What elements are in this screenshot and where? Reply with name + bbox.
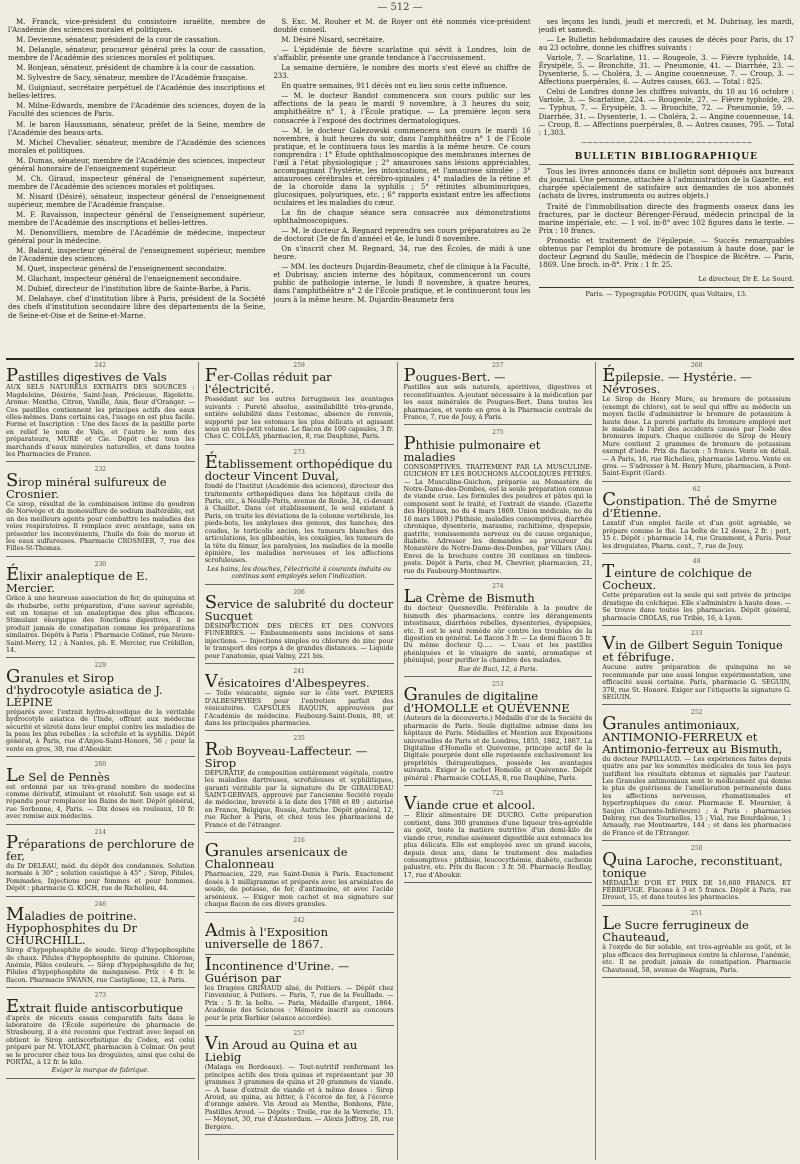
paragraph: — L'épidémie de fièvre scarlatine qui sévit à Londres, loin de s'affaiblir, présente une grande tendance à l'accroissement. bbox=[273, 46, 531, 63]
advertisement bbox=[404, 583, 593, 677]
page-number: — 512 — bbox=[377, 2, 423, 13]
ad-number: 206 bbox=[293, 588, 305, 596]
ad-body: du docteur PAPILLAUD. — Les expériences faites depuis quatre ans par les sommités médicales de tous les pays justifient les résultats obtenus et signalés par l'auteur. Les Granules antimoniaux sont le médicament qui donne le plus de guérisons de l'amélioration permanente dans les affections nerveuses, rhumatismales et hypertrophiques du cœur. Pharmacie E. Mournier, à Saujon (Charente-Inférieure) ; à Paris : pharmacies Debray, rue des Tournelles, 15 ; Vial, rue Bourdaloue, 1 ; Arnaudy, rue Montmartre, 144 ; et dans les pharmacies de France et de l'Étranger. bbox=[602, 754, 791, 837]
advertisement bbox=[6, 992, 195, 1079]
bulletin-intro: Tous les livres annoncés dans ce bulletin sont déposés aux bureaux du journal. Une personne, attachée à l'administration de la Gazette, est chargée spécialement de satisfaire aux demandes de nos abonnés (achats de livres, instruments ou autres objets.) bbox=[538, 167, 794, 200]
ad-title: Pougues-Bert. — bbox=[403, 365, 506, 387]
paragraph: M. Désiré Nisard, secrétaire. bbox=[281, 36, 385, 45]
advertisement bbox=[602, 845, 791, 906]
gerant-line: Le directeur, Dr E. Le Sourd. bbox=[698, 275, 794, 284]
ad-body: du docteur Quesneville. Préférable à la poudre de bismuth des pharmaciens, contre les dérangements intestinaux, diarrhées rebelles, dysenteries, dyspepsies, etc. Il est le seul remède sûr contre les troubles de la digestion en général. Le flacon 3 fr. — Le demi flacon 5 fr. Du même docteur Q..... — L'eau et les pastilles phéniquées et le vinaigre de santé, aromatique et phéniqué, pour purifier la chambre des malades. bbox=[403, 604, 593, 665]
advertisement bbox=[204, 953, 394, 1026]
paragraph: M. Dumas, sénateur, membre de l'Académie des sciences, inspecteur général honoraire de l'enseignement supérieur. bbox=[8, 156, 266, 173]
ad-body: DÉPURATIF, de composition entièrement végétale, contre les maladies dartreuses, scrofuleuses et syphilitiques, garanti véritable par la signature du Dr GIRAUDEAU SAINT-GERVAIS, approuvé par l'ancienne Société royale de médecine, breveté à la date des 1788 et 89 ; autorisé en France, Belgique, Russie, Autriche. Dépôt général, 12, rue Richer à Paris, et chez tous les pharmaciens de France et de l'étranger. bbox=[204, 768, 394, 829]
paragraph: La semaine dernière, le nombre des morts s'est élevé au chiffre de 233. bbox=[273, 64, 531, 81]
paragraph: M. Ch. Giraud, inspecteur général de l'enseignement supérieur, membre de l'Académie des sciences morales et politiques. bbox=[8, 174, 266, 191]
ad-body: à l'oxyde de fer soluble, est très-agréable au goût, et le plus efficace des ferrugineux contre la chlorose, l'anémie, etc. Il ne produit jamais de constipation. Pharmacie Chauteaud, 58, avenue de Wagram, Paris. bbox=[602, 943, 791, 974]
ad-body: Laxatif d'un emploi facile et d'un goût agréable, se prépare comme le thé. La boîte de 12 doses, 2 fr. ; port, 15 c. Dépôt : pharmacie 14, rue Grammont, à Paris. Pour les droguistes, Pharm. cent., 7, rue de Jouy. bbox=[602, 519, 791, 550]
paragraph: — M. le docteur Bandot commencera son cours public sur les affections de la peau le mardi 9 novembre, à 3 heures du soir, amphithéâtre n° 1, à l'École pratique. — La première leçon sera consacrée à l'exposé des doctrines dermatologiques. bbox=[273, 92, 531, 125]
paragraph: M. Sylvestre de Sacy, sénateur, membre de l'Académie française. bbox=[16, 74, 248, 83]
ad-column-1 bbox=[6, 362, 199, 1160]
advertisement bbox=[602, 709, 791, 841]
ad-number: 246 bbox=[94, 900, 107, 908]
ad-body: fondé de l'Institut (Académie des sciences), directeur des traitements orthopédiques dans les hôpitaux civils de Paris, etc., à Neuilly-Paris, avenue de Roule, 34, ci-devant à Chaillot. Dans cet établissement, le seul existant à Paris, on traite les déviations de la colonne vertébrale, les pieds-bots, les ankyloses des genoux, des hanches, des coudes, le torticolis ancien, les tumeurs blanches des articulations, les gibbosités, les coxalgies, les tumeurs de la tête du fémur, les paralysies, les maladies de la moelle épinière, les maladies nerveuses et les affections scrofuleuses. bbox=[204, 482, 394, 565]
section-separator bbox=[6, 358, 794, 360]
advertisement bbox=[602, 362, 791, 482]
ad-number: 260 bbox=[94, 761, 107, 769]
ad-body: Grâce à une heureuse association de fer, de quinquina et de rhubarbe, cette préparation, d'une saveur agréable, est un tonique et un analeptique des plus efficaces. Stimulant énergique des fonctions digestives, il ne produit jamais de constipation comme les préparations similaires. Dépôts à Paris : Pharmacie Colinet, rue Neuve-Saint-Merry, 12 ; à Nantes, ph. E. Mercier, rue Crébillon, 14. bbox=[6, 594, 195, 654]
paragraph: Celui de Londres donne les chiffres suivants, du 10 au 16 octobre : Variole, 3. — Scarlatine, 224. — Rougeole, 27. — Fièvre typhoïde, 29. — Typhus, 7. — Érysipèle, 3. — Bronchite, 72. — Pneumonie, 59. — Diarrhée, 31. — Dysenterie, 1. — Choléra, 2. — Angine couenneuse, 14. — Croup, 8. — Affections puerpérales, 8. — Autres causes, 795. — Total : 1,303. bbox=[538, 88, 794, 137]
advertisements bbox=[6, 362, 794, 1160]
ad-number: 242 bbox=[293, 916, 305, 924]
advertisement bbox=[205, 589, 394, 664]
bulletin-item: Pronostic et traitement de l'épilepsie. — Succès remarquables obtenus par l'emploi du bromure de potassium à haute dose, par le docteur Legrand du Saulle, médecin de l'hospice de Bicêtre. — Paris, 1869. Une broch. in-8°. Prix : 1 fr. 25. bbox=[538, 237, 794, 270]
ad-column-4 bbox=[602, 362, 794, 1160]
column-3 bbox=[539, 18, 794, 355]
ad-number: 273 bbox=[94, 992, 107, 1000]
paragraph: M. Delahaye, chef d'institution libre à Paris, président de la Société des chefs d'institution secondaire libre des départements de la Seine, de Seine-et-Oise et de Seine-et-Marne. bbox=[8, 295, 266, 320]
bulletin-item: Traité de l'immobilisation directe des fragments osseux dans les fractures, par le docteur Bérenger-Féraud, médecin principal de la marine impériale, etc. — 1 vol. in-8° avec 102 figures dans le texte. — Prix : 10 francs. bbox=[538, 202, 794, 236]
ornament-divider: ∼∼∼∼∼∼∼∼∼∼∼∼∼∼∼∼∼∼∼∼∼∼∼∼∼∼∼∼∼∼ bbox=[580, 137, 752, 147]
ad-footer: Exiger la marque de fabrique. bbox=[51, 1066, 150, 1075]
paragraph: On s'inscrit chez M. Regnard, 34, rue des Écoles, de midi à une heure. bbox=[273, 245, 531, 262]
paragraph: M. Glachant, inspecteur général de l'enseignement secondaire. bbox=[16, 275, 242, 284]
paragraph: — Le Bulletin hebdomadaire des causes de décès pour Paris, du 17 au 23 octobre, donne les chiffres suivants : bbox=[538, 36, 794, 53]
ad-number: 62 bbox=[692, 485, 701, 493]
ad-title: Élixir analeptique de E. Mercier. bbox=[6, 564, 149, 596]
paragraph: En quatre semaines, 911 décès ont eu lieu sous cette influence. bbox=[281, 82, 508, 91]
ad-number: 235 bbox=[293, 735, 305, 743]
paragraph: M. le baron Haussmann, sénateur, préfet de la Seine, membre de l'Académie des beaux-arts. bbox=[8, 120, 266, 137]
ad-body: Ce sirop, résultat de la combinaison intime du goudron de Norwège et du monosulfure de sodium inaltérable, est un des meilleurs agents pour combattre les maladies des voies respiratoires. Il remplace avec avantage, sans en présenter les inconvénients, l'huile de foie de morue et les eaux sulfureuses. Pharmacie CROSNIER, 7, rue des Filles-St-Thomas. bbox=[6, 499, 195, 553]
ad-body: Sirop d'hypophosphite de soude. Sirop d'hypophosphite de chaux. Pilules d'hypophosphite de quinine. Chlorose, Anémie, Pâles couleurs. — Sirop d'hypophosphite de fer, Pilules d'hypophosphite de manganèse. Prix : 4 fr. le flacon. Pharmacie SWANN, rue Castiglione, 12, à Paris. bbox=[6, 946, 195, 984]
ad-title: Granules arsenicaux de Chalonneau bbox=[204, 840, 348, 872]
ad-number: 251 bbox=[690, 909, 703, 917]
ad-number: 241 bbox=[293, 667, 305, 675]
ad-body: — Toile vésicante, signée sur le côté vert. PAPIERS D'ALBESPEYRES pour l'entretien parfait des vésicatoires. CAPSULES RAQUIN, approuvées par l'Académie de médecine. Faubourg-Saint-Denis, 80, et dans les principales pharmacies. bbox=[204, 689, 394, 727]
advertisement bbox=[205, 735, 394, 833]
ad-title: Maladies de poitrine. Hypophosphites du Dr CHURCHILL. bbox=[6, 904, 137, 948]
advertisement bbox=[6, 901, 195, 988]
ad-body: Cette préparation est la seule qui soit privée de principe drastique du colchique. Elle s'administre à haute dose. — Se trouve dans toutes les pharmacies. Dépôt général, pharmacie CROLAS, rue Tribie, 16, à Lyon. bbox=[602, 591, 791, 622]
top-columns bbox=[8, 18, 794, 355]
advertisement bbox=[6, 829, 195, 897]
ad-column-3 bbox=[404, 362, 597, 1160]
advertisement bbox=[6, 466, 195, 556]
ad-title: Quina Laroche, reconstituant, tonique bbox=[602, 848, 783, 880]
ad-number: 229 bbox=[94, 662, 107, 670]
ad-number: 259 bbox=[293, 362, 305, 369]
ad-number: 250 bbox=[690, 845, 703, 853]
ad-title: Vésicatoires d'Albespeyres. bbox=[204, 671, 370, 693]
ad-title: Établissement orthopédique du docteur Vincent Duval, bbox=[204, 452, 393, 484]
ad-number: 252 bbox=[690, 709, 703, 717]
advertisement bbox=[404, 681, 593, 786]
ad-body: Pharmacien, 229, rue Saint-Denis à Paris. Exactement dosés à 1 milligramme et préparés avec les arséniates de soude, de potasse, de fer, d'antimoine, et avec l'acide arsénieux. — Exiger mon cachet et ma signature sur chaque flacon de ces divers granules. bbox=[204, 870, 394, 909]
ad-title: Phthisie pulmonaire et maladies bbox=[403, 432, 541, 464]
ad-number: 257 bbox=[492, 362, 504, 369]
ad-title: Préparations de perchlorure de fer, bbox=[6, 832, 195, 864]
ad-column-2 bbox=[205, 362, 398, 1160]
ad-number: 253 bbox=[492, 681, 504, 688]
advertisement bbox=[602, 558, 791, 626]
paragraph: M. Milne-Edwards, membre de l'Académie des sciences, doyen de la Faculté des sciences de Paris. bbox=[8, 102, 266, 119]
ad-title: Le Sucre ferrugineux de Chauteaud, bbox=[602, 913, 749, 945]
paragraph: M. Delangle, sénateur, procureur général près la cour de cassation, membre de l'Académie des sciences morales et politiques. bbox=[8, 46, 266, 63]
paragraph: ses leçons les lundi, jeudi et mercredi, et M. Dubrisay, les mardi, jeudi et samedi. bbox=[538, 18, 794, 35]
ad-title: Granules et Sirop d'hydrocotyle asiatica de J. LÉPINE bbox=[6, 665, 163, 709]
ad-title: Épilepsie. — Hystérie. — Névroses. bbox=[602, 365, 752, 397]
ad-title: Fer-Collas réduit par l'électricité. bbox=[204, 365, 332, 397]
ad-title: La Crème de Bismuth bbox=[403, 586, 535, 608]
ad-number: 216 bbox=[293, 837, 305, 845]
ad-footer: Les bains, les douches, l'électricité à courants induits ou continus sont employés selon l'indication. bbox=[207, 564, 392, 581]
ad-number: 48 bbox=[692, 557, 701, 565]
ad-title: Vin de Gilbert Seguin Tonique et fébrifuge. bbox=[602, 633, 783, 665]
ad-title: Le Sel de Pennès bbox=[6, 764, 110, 786]
ad-number: 268 bbox=[690, 362, 703, 369]
column-1 bbox=[8, 18, 265, 355]
ad-body: (Auteurs de la découverte.) Médaille d'or de la Société de pharmacie de Paris. Seule digitaline admise dans les hôpitaux de Paris. Médailles et Mention aux Expositions universelles de Paris et de Londres, 1855, 1862, 1867. La Digitaline d'Homolle et Quévenne, principe actif de la Digitale pourprée dont elle représente exclusivement les propriétés thérapeutiques, possède les avantages suivants. Exiger le cachet Homolle et Quévenne. Dépôt général : Pharmacie COLLAS, 8, rue Dauphine, Paris. bbox=[403, 714, 593, 782]
advertisement bbox=[6, 362, 195, 462]
ad-title: Granules antimoniaux, ANTIMONIO-FERREUX et Antimonio-ferreux au Bismuth, bbox=[602, 712, 783, 756]
paragraph: — M. le docteur A. Regnard reprendra ses cours préparatoires au 2e de doctorat (3e de fin d'année) et 4e, le lundi 8 novembre. bbox=[273, 227, 531, 244]
advertisement bbox=[205, 668, 394, 731]
advertisement bbox=[205, 837, 394, 912]
paragraph: M. Bonjean, sénateur, président de chambre à la cour de cassation. bbox=[16, 64, 256, 73]
ad-number: 257 bbox=[293, 1029, 305, 1037]
ad-body: du Dr DELEAU, méd. du dépôt des condamnés. Solution normale à 30° ; solution caustique à 45° ; Sirop, Pilules, Pommades, Injections pour femmes et pour hommes. Dépôt : pharmacie G. KOCH, rue de Richelieu, 44. bbox=[6, 862, 195, 893]
paragraph: — M. le docteur Galezowski commencera son cours le mardi 16 novembre, à huit heures du soir, dans l'amphithéâtre n° 1 de l'École pratique, et le continuera tous les mardis à la même heure. Ce cours comprendra : 1° Étude ophthalmoscopique des membranes internes de l'œil à l'état physiologique ; 2° amauroses sans lésions appréciables, accompagnant l'hystérie, les intoxications, et l'amaurose simulée ; 3° amauroses cérébrales et cérébro-spinales ; 4° maladies de la rétine et de la choroïde dans la syphilis ; 5° rétinites albuminuriques, glucosiques, polyuriques, etc. ; 6° rapports existant entre les affections oculaires et les maladies du cœur. bbox=[273, 126, 531, 207]
ad-body: Aucune autre préparation de quinquina ne se recommande par une aussi longue expérimentation, une efficacité aussi certaine. Paris, pharmacie G. SEGUIN, 378, rue St. Honoré. Exiger sur l'étiquette la signature G. SEGUIN. bbox=[602, 663, 791, 701]
ad-title: Constipation. Thé de Smyrne d'Étienne. bbox=[602, 489, 778, 521]
paragraph: — MM. les docteurs Dujardin-Beaumetz, chef de clinique à la Faculté, et Dubrisay, ancien interne des hôpitaux, commenceront un cours public de pathologie interne, le lundi 8 novembre, à quatre heures, dans l'amphithéâtre n° 2 de l'École pratique, et le continueront tous les jours à la même heure. M. Dujardin-Beaumetz fera bbox=[273, 263, 531, 304]
paragraph: S. Exc. M. Rouher et M. de Royer ont été nommés vice-président doublé conseil. bbox=[273, 18, 531, 35]
ad-number: 275 bbox=[492, 429, 504, 437]
ad-body: est ordonné par un très-grand nombre de médecins comme dérivatif, stimulant et résolutif. Son usage est si répandu pour remplacer les Bains de mer. Dépôt général, rue Sorbonne, 4, Paris. — Dix doses en rouleaux, 10 fr. avec remise aux médecins. bbox=[6, 782, 195, 821]
ad-number: 214 bbox=[94, 828, 107, 836]
paragraph: M. F. Ravaisson, inspecteur général de l'enseignement supérieur, membre de l'Académie des inscriptions et belles-lettres. bbox=[8, 210, 266, 228]
ad-number: 233 bbox=[690, 629, 703, 637]
ad-number: 230 bbox=[94, 560, 107, 568]
advertisement bbox=[404, 362, 593, 425]
advertisement bbox=[6, 662, 195, 757]
bulletin-rule bbox=[539, 164, 794, 165]
bulletin-title: BULLETIN BIBLIOGRAPHIQUE bbox=[574, 151, 758, 162]
ad-body: préparés avec l'extrait hydro-alcoolique de la véritable hydrocotyle asiatica de l'Inde, offrant aux médecins sécurité et sûreté dans leur emploi contre les maladies de la peau les plus rebelles : la scrofule et la syphilis. Dépôt général, à Paris, rue d'Anjou-Saint-Honoré, 56 ; pour la vente en gros, 30, rue d'Aboukir. bbox=[6, 707, 195, 753]
paragraph: M. Balard, inspecteur général de l'enseignement supérieur, membre de l'Académie des sciences. bbox=[8, 247, 266, 264]
ad-body: (Malaga ou Bordeaux). — Tout-nutritif renfermant les principes actifs des trois quinas et représentant par 30 grammes 3 grammes de quina et 20 grammes de viande. — A base d'extrait de viande et à même doses : Sirop Aroud, au quina, au bitter, à l'écorce de fer, à l'écorce d'orange amère. Vin Aroud au Menthe, Bonbons, Pâte, Pastilles Aroud. — Dépôts : Trelle, rue de la Verrerie, 15. — Meynet, 30, rue d'Amsterdam. — Alexis Joffroy, 28, rue Bergère. bbox=[204, 1063, 394, 1131]
ad-body: AUX SELS NATURELS EXTRAITS DES SOURCES : Magdeleine, Désirée, Saint-Jean, Précieuse, Rigolette. Arome: Menthe, Citron, Vanille, Anis, fleur d'Oranger. — Ces pastilles contiennent les principes actifs des eaux elles-mêmes. Dans certains cas, l'usage en est plus facile. Forme et Inscription : Une des faces de la pastille porte en relief le nom de Vals, et l'autre le nom des préparateurs, MURE et Cie. Dépôt chez tous les marchands d'eaux minérales naturelles, et dans toutes les Pharmacies de France. bbox=[6, 383, 195, 459]
ad-number: 725 bbox=[492, 790, 504, 798]
ad-number: 232 bbox=[94, 466, 107, 474]
paragraph: M. Devienne, sénateur, président de la cour de cassation. bbox=[16, 36, 221, 45]
advertisement bbox=[404, 790, 593, 883]
advertisement bbox=[205, 449, 394, 585]
paragraph: M. Quet, inspecteur général de l'enseignement secondaire. bbox=[16, 265, 227, 274]
paragraph: M. Dubief, directeur de l'institution libre de Sainte-Barbe, à Paris. bbox=[16, 285, 251, 294]
ad-body: Possédant sur les autres ferrugineux les avantages suivants : Pureté absolue, assimilabilité très-grande, entière solubilité dans l'estomac, absence de renvois, supporté par les estomacs les plus délicats et agissant sous un très-petit volume. Le flacon de 100 capsules, 3 fr. Chez C. COLLAS, pharmacien, 8, rue Dauphine, Paris. bbox=[204, 395, 394, 441]
ad-title: Pastilles digestives de Vals bbox=[6, 365, 167, 387]
ad-body: DÉSINFECTION DES DÉCÈS ET DES CONVOIS FUNÈBRES. — Embaumements sans incisions et sans injections. — Injections simples ou chlorure de zinc pour le transport des corps à de grandes distances. — Liquide pour l'anatomie, quai Valmy, 221 bis. bbox=[204, 621, 394, 660]
ad-title: Teinture de colchique de Cocheux. bbox=[602, 561, 752, 593]
paragraph: M. Nisard (Désiré), sénateur, inspecteur général de l'enseignement supérieur, membre de l'Académie française. bbox=[8, 192, 266, 209]
ad-title: Rob Boyveau-Laffecteur. — Sirop bbox=[204, 738, 368, 770]
advertisement bbox=[205, 1030, 394, 1135]
ad-body: — Élixir alimentaire DE DUCRO. Cette préparation contient, dans 300 grammes d'une liqueur très-agréable au goût, toute la matière nutritive d'un demi-kilo de viande crue, rendue aisément digestible aux estomacs les plus délicats. Elle est employée avec un grand succès, depuis deux ans, dans le traitement des maladies consomptives : phthisie, leucocythémie, diabète, cachexie palustre, etc. Prix du flacon : 3 fr. 50. Pharmacie Boullay, 17, rue d'Aboukir. bbox=[403, 811, 593, 879]
column-2 bbox=[273, 18, 530, 355]
ad-body: Le Sirop de Henry Mure, au bromure de potassium (exempt de chlore), est le seul qui offre au médecin un moyen facile d'administrer le bromure de potassium à haute dose. La pureté parfaite du bromure employé met le malade à l'abri des accidents causés par l'iode des bromures impurs. Chaque cuillerée de Sirop de Henry Mure contient 2 grammes de bromure de potassium exempt d'iode. Prix du flacon : 5 francs. Vente en détail. — A Paris, 16, rue Richelieu, pharmacie Lebrou. Vente en gros. — S'adresser à M. Henry Mure, pharmacien, à Pont-Saint-Esprit (Gard). bbox=[602, 395, 791, 478]
ad-number: 242 bbox=[94, 362, 107, 369]
ad-title: Incontinence d'Urine. — Guérison par bbox=[204, 953, 350, 985]
printer-line: Paris. — Typographie POUGIN, quai Voltaire, 13. bbox=[539, 287, 794, 298]
ad-title: Sirop minéral sulfureux de Crosnier. bbox=[6, 469, 167, 501]
ad-body: les Dragées GRIMAUD aîné, de Poitiers. — Dépôt chez l'inventeur, à Poitiers. — Paris, 7, rue de la Feuillade. — Prix : 5 fr. la boîte. — Paris, Médaille d'argent, 1864. Académie des Sciences : Mémoire inscrit au concours pour le prix Barbier (séance accordée). bbox=[204, 983, 394, 1022]
ad-body: d'après de récents essais comparatifs faits dans le laboratoire de l'École supérieure de pharmacie de Strasbourg, il a été reconnu que l'extrait avec lequel on obtient le Sirop antiscorbutique du Codex, est celui préparé par M. VIOLANT, pharmacien à Colmar. On peut se le procurer chez tous les droguistes, ainsi que celui de PORTAL, à 12 fr. le kilo. bbox=[6, 1013, 195, 1066]
paragraph: M. Guigniaut, secrétaire perpétuel de l'Académie des inscriptions et belles-lettres. bbox=[8, 84, 266, 101]
paragraph: M. Franck, vice-président du consistoire israélite, membre de l'Académie des sciences morales et politiques. bbox=[8, 18, 266, 35]
ad-number: 274 bbox=[492, 582, 504, 590]
ad-footer: Rue de Buci, 12, à Paris. bbox=[458, 664, 538, 673]
ad-title: Extrait fluide antiscorbutique bbox=[6, 995, 184, 1017]
advertisement bbox=[6, 561, 195, 659]
paragraph: La fin de chaque séance sera consacrée aux démonstrations ophthalmoscopiques. bbox=[273, 209, 531, 226]
ad-body: CONSOMPTIVES. TRAITEMENT PAR LA MUSCULINE-GUICHON ET LES BOUCHONS ALCOOLIQUES FÉTRÈS. — La Musculine-Guichon, préparée au Monastère de Notre-Dame-des-Dombes, est la seule préparation connue de viande crue. Les formules des poudres et pâtes qui la composent sont le traité, et l'extrait de viande. (Gazette des Hôpitaux, no du 4 mars 1869. Union médicale, no du 16 mars 1869.) Phthisie, maladies consomptives, diarrhée chronique, dysenterie, marasme, rachitisme, dyspepsie, gastrite, vomissements nerveux ou de cause organique, diabète. Adresser les demandes au procureur du Monastère de Notre-Dame-des-Dombes, par Villars (Ain). Envoi de la brochure contre 30 centimes en timbres-poste. Dépôt à Paris, chez M. Chevrier, pharmacien, 21, rue du Faubourg-Montmartre. bbox=[403, 462, 593, 575]
advertisement bbox=[205, 362, 394, 445]
advertisement bbox=[602, 486, 791, 554]
ad-body: Pastilles aux sels naturels, apéritives, digestives et reconstituantes. A-joutant nécessaire à la médication par les eaux minérales de Pougues-Bert. Dans toutes les pharmacies, et vente en gros à la Pharmacie centrale de France, 7, rue de Jouy, à Paris. bbox=[403, 383, 593, 422]
advertisement bbox=[205, 917, 394, 955]
ad-title: Viande crue et alcool. bbox=[403, 793, 536, 815]
ad-number: 273 bbox=[293, 448, 305, 456]
ad-title: Admis à l'Exposition universelle de 1867. bbox=[204, 919, 328, 951]
paragraph: M. Denonvilliers, membre de l'Académie de médecine, inspecteur général pour la médecine. bbox=[8, 229, 266, 246]
ad-title: Granules de digitaline d'HOMOLLE et QUÉVENNE bbox=[403, 684, 570, 716]
advertisement bbox=[6, 761, 195, 824]
advertisement bbox=[602, 910, 791, 978]
ad-body: MÉDAILLE D'OR ET PRIX DE 16,600 FRANCS. ET FÉBRIFUGE. Flacons à 3 et 5 francs. Dépôt à Paris, rue Drouot, 15, et dans toutes les pharmacies. bbox=[602, 878, 791, 902]
ad-title: Vin Aroud au Quina et au Liebig bbox=[204, 1033, 358, 1065]
ad-title: Service de salubrité du docteur Sucquet bbox=[204, 591, 394, 623]
paragraph: M. Michel Chevalier, sénateur, membre de l'Académie des sciences morales et politiques. bbox=[8, 138, 266, 155]
advertisement bbox=[404, 429, 593, 579]
paragraph: Variole, 7. — Scarlatine, 11. — Rougeole, 3. — Fièvre typhoïde, 14. Érysipèle, 5. — Bronchite, 31. — Pneumonie, 41. — Diarrhée, 23. — Dysenterie, 5. — Choléra, 3. — Angine couenneuse, 7. — Croup, 3. — Affections puerpérales, 6. — Autres causes, 663. — Total : 825. bbox=[538, 54, 794, 87]
advertisement bbox=[602, 630, 791, 705]
